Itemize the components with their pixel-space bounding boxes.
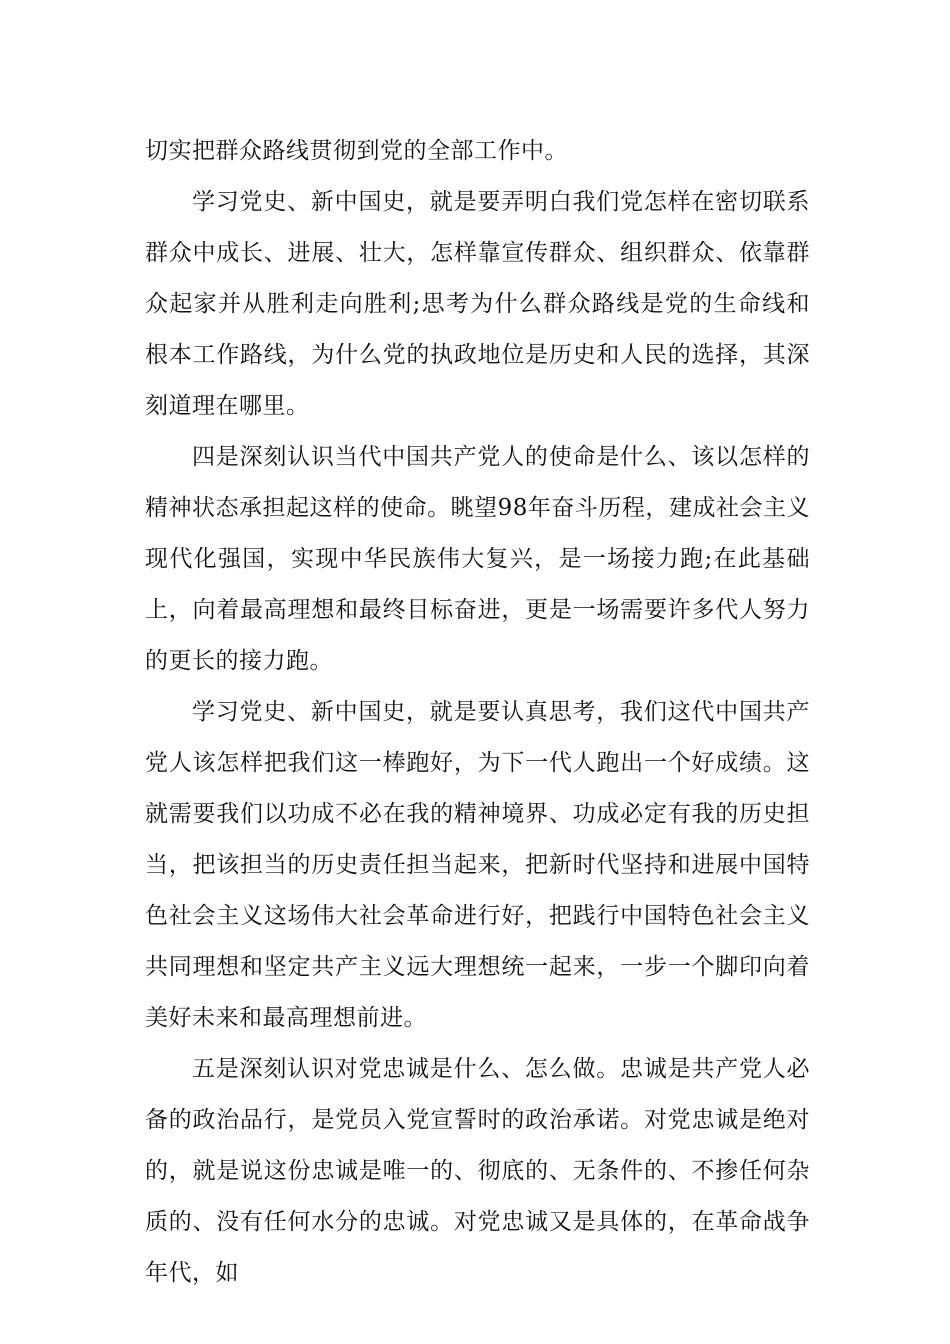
paragraph-3: 四是深刻认识当代中国共产党人的使命是什么、该以怎样的精神状态承担起这样的使命。眺望98年奋斗历程，建成社会主义现代化强国，实现中华民族伟大复兴，是一场接力跑;在此基础上，向着最高理想和最终目标奋进，更是一场需要许多代人努力的更长的接力跑。	[145, 444, 810, 674]
paragraph-1: 切实把群众路线贯彻到党的全部工作中。	[145, 138, 568, 164]
document-body	[145, 126, 810, 1299]
paragraph-2: 学习党史、新中国史，就是要弄明白我们党怎样在密切联系群众中成长、进展、壮大，怎样靠宣传群众、组织群众、依靠群众起家并从胜利走向胜利;思考为什么群众路线是党的生命线和根本工作路线，为什么党的执政地位是历史和人民的选择，其深刻道理在哪里。	[145, 189, 810, 419]
paragraph-4: 学习党史、新中国史，就是要认真思考，我们这代中国共产党人该怎样把我们这一棒跑好，为下一代人跑出一个好成绩。这就需要我们以功成不必在我的精神境界、功成必定有我的历史担当，把该担当的历史责任担当起来，把新时代坚持和进展中国特色社会主义这场伟大社会革命进行好，把践行中国特色社会主义共同理想和坚定共产主义远大理想统一起来，一步一个脚印向着美好未来和最高理想前进。	[145, 699, 810, 1031]
paragraph-5: 五是深刻认识对党忠诚是什么、怎么做。忠诚是共产党人必备的政治品行，是党员入党宣誓时的政治承诺。对党忠诚是绝对的，就是说这份忠诚是唯一的、彻底的、无条件的、不掺任何杂质的、没有任何水分的忠诚。对党忠诚又是具体的，在革命战争年代，如	[145, 1056, 810, 1286]
